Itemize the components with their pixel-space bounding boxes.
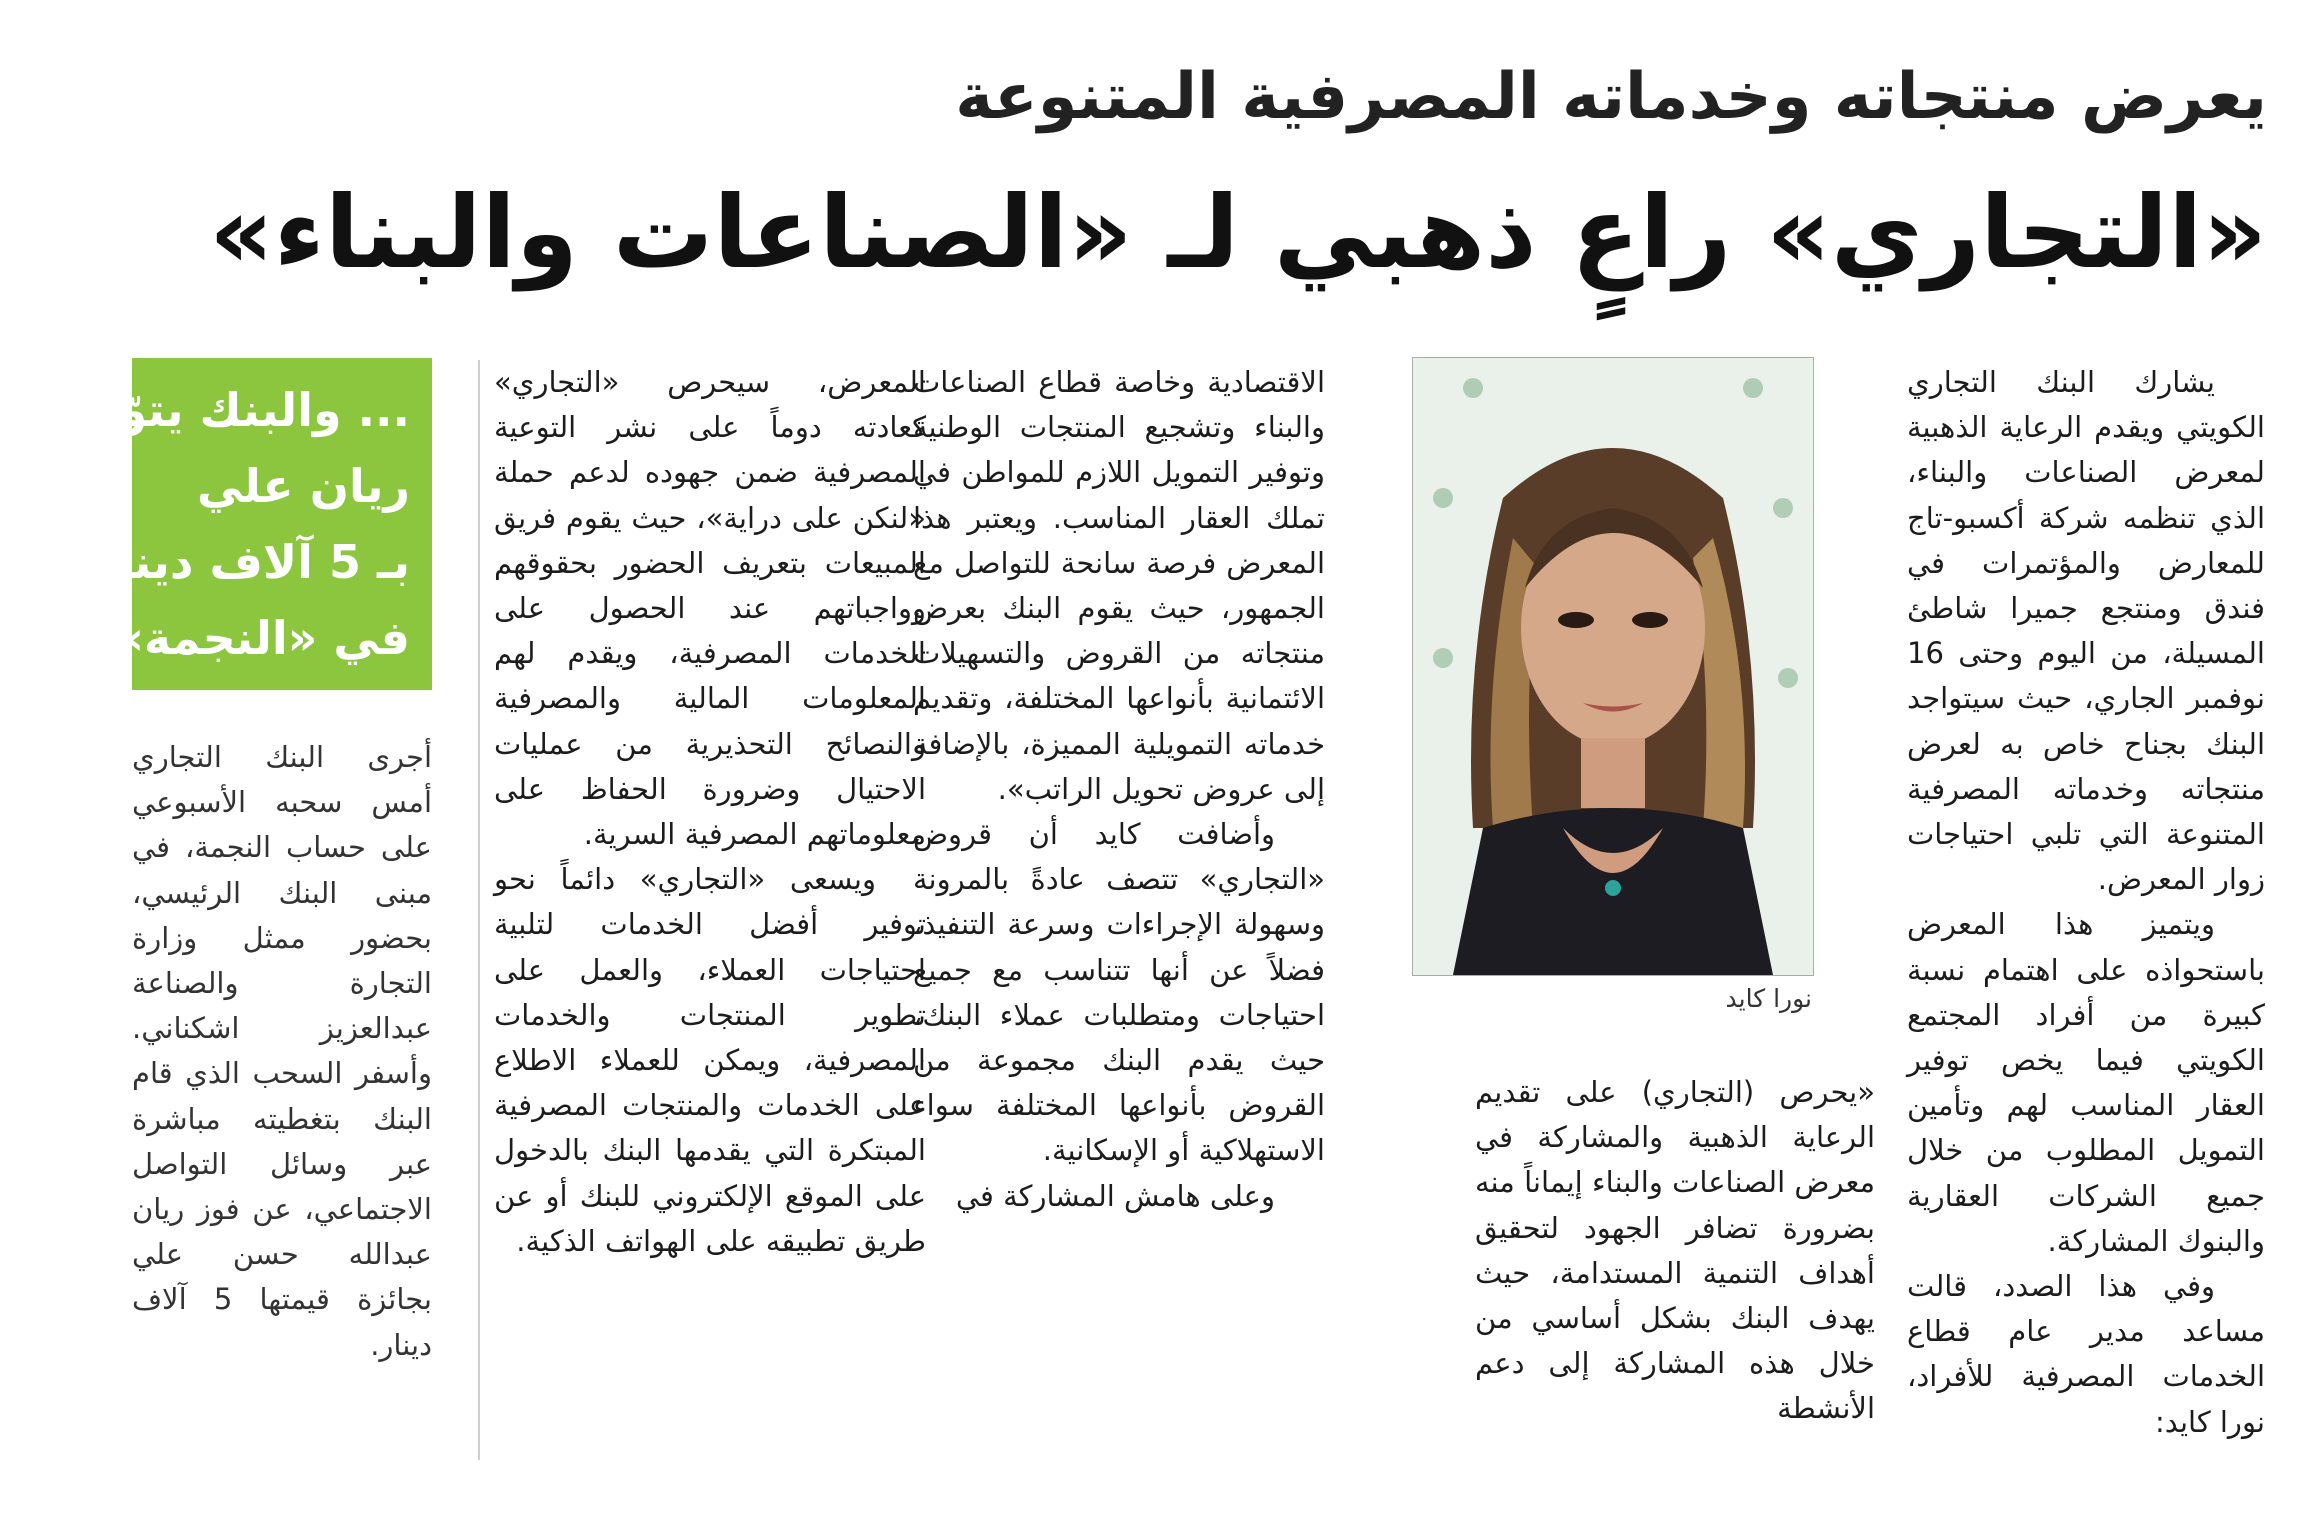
sidebar-box-line: ... والبنك يتوّج xyxy=(85,383,410,437)
headline: «التجاري» راعٍ ذهبي لـ «الصناعات والبناء» xyxy=(209,174,2267,291)
sidebar-box-line: بـ 5 آلاف دينار xyxy=(90,535,410,589)
article-paragraph: وفي هذا الصدد، قالت مساعد مدير عام قطاع الخدمات المصرفية للأفراد، نورا كايد: xyxy=(1907,1269,2265,1439)
article-paragraph: ويسعى «التجاري» دائماً نحو توفير أفضل الخدمات لتلبية احتياجات العملاء، والعمل على تطوير المنتجات والخدمات المصرفية، ويمكن للعملاء الاطلاع على الخدمات والمنتجات المصرفية المبتكرة التي يقدمها البنك بالدخول على الموقع الإلكتروني للبنك أو عن طريق تطبيقه على الهواتف الذكية. xyxy=(494,862,926,1258)
article-paragraph: «يحرص (التجاري) على تقديم الرعاية الذهبية والمشاركة في معرض الصناعات والبناء إيماناً منه بضرورة تضافر الجهود لتحقيق أهداف التنمية المستدامة، حيث يهدف البنك بشكل أساسي من خلال هذه المشاركة إلى دعم الأنشطة xyxy=(1475,1075,1875,1426)
sidebar-highlight-box xyxy=(85,358,432,690)
portrait-image xyxy=(1413,358,1813,975)
sidebar-paragraph: أجرى البنك التجاري أمس سحبه الأسبوعي على حساب النجمة، في مبنى البنك الرئيسي، بحضور ممثل وزارة التجارة والصناعة عبدالعزيز اشكناني. وأسفر السحب الذي قام البنك بتغطيته مباشرة عبر وسائل التواصل الاجتماعي، عن فوز ريان عبدالله حسن علي بجائزة قيمتها 5 آلاف دينار. xyxy=(132,740,432,1362)
sidebar-box-line: في «النجمة» xyxy=(114,611,410,665)
article-paragraph: وعلى هامش المشاركة في xyxy=(955,1178,1275,1213)
article-column-4 xyxy=(494,360,926,1264)
kicker-title: يعرض منتجاته وخدماته المصرفية المتنوعة xyxy=(955,60,2267,134)
photo-caption: نورا كايد xyxy=(1725,984,1812,1013)
sidebar-box-line: ريان علي xyxy=(196,459,410,513)
sidebar-text xyxy=(132,735,432,1368)
article-column-2 xyxy=(1475,1070,1875,1432)
article-column-1 xyxy=(1907,360,2265,1445)
article-paragraph: يشارك البنك التجاري الكويتي ويقدم الرعاية الذهبية لمعرض الصناعات والبناء، الذي تنظمه شركة أكسبو-تاج للمعارض والمؤتمرات في فندق ومنتجع جميرا شاطئ المسيلة، من اليوم وحتى 16 نوفمبر الجاري، حيث سيتواجد البنك بجناح خاص به لعرض منتجاته وخدماته المصرفية المتنوعة التي تلبي احتياجات زوار المعرض. xyxy=(1907,365,2265,897)
article-paragraph: المعرض، سيحرص «التجاري» كعادته دوماً على نشر التوعية المصرفية ضمن جهوده لدعم حملة «لنكن على دراية»، حيث يقوم فريق المبيعات بتعريف الحضور بحقوقهم وواجباتهم عند الحصول على الخدمات المصرفية، ويقدم لهم المعلومات المالية والمصرفية والنصائح التحذيرية من عمليات الاحتيال وضرورة الحفاظ على معلوماتهم المصرفية السرية. xyxy=(494,365,926,852)
article-column-3 xyxy=(913,360,1325,1219)
column-divider xyxy=(478,360,480,1460)
portrait-photo xyxy=(1412,357,1814,976)
article-paragraph: وأضافت كايد أن قروض «التجاري» تتصف عادةً بالمرونة وسهولة الإجراءات وسرعة التنفيذ، فضلاً عن أنها تتناسب مع جميع احتياجات ومتطلبات عملاء البنك، حيث يقدم البنك مجموعة من القروض بأنواعها المختلفة سواء الاستهلاكية أو الإسكانية. xyxy=(913,817,1325,1168)
article-paragraph: ويتميز هذا المعرض باستحواذه على اهتمام نسبة كبيرة من أفراد المجتمع الكويتي فيما يخص توفير العقار المناسب لهم وتأمين التمويل المطلوب من خلال جميع الشركات العقارية والبنوك المشاركة. xyxy=(1907,907,2265,1258)
article-paragraph: الاقتصادية وخاصة قطاع الصناعات والبناء وتشجيع المنتجات الوطنية وتوفير التمويل اللازم للمواطن في تملك العقار المناسب. ويعتبر هذا المعرض فرصة سانحة للتواصل مع الجمهور، حيث يقوم البنك بعرض منتجاته من القروض والتسهيلات الائتمانية بأنواعها المختلفة، وتقديم خدماته التمويلية المميزة، بالإضافة إلى عروض تحويل الراتب». xyxy=(913,365,1325,806)
